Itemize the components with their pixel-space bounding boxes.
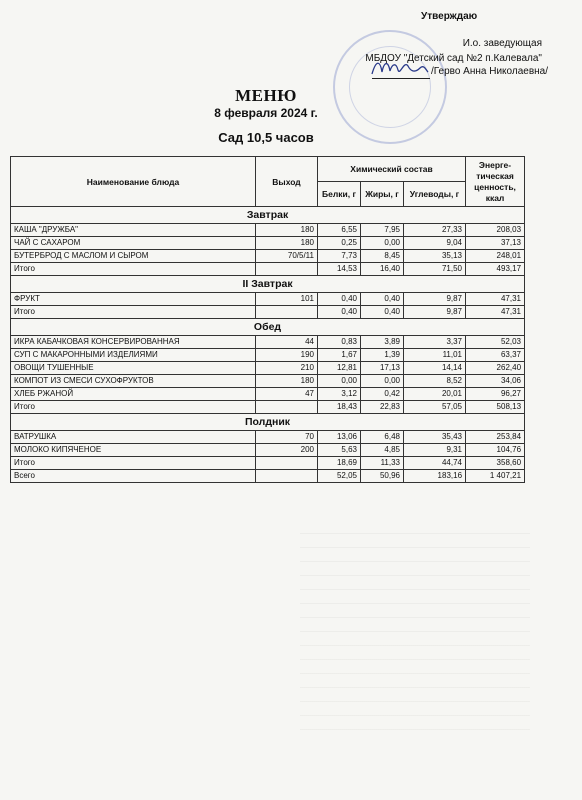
- approval-name: /Герво Анна Николаевна/: [430, 66, 548, 77]
- dish-name: Итого: [11, 306, 256, 319]
- dish-protein: 52,05: [318, 470, 361, 483]
- dish-protein: 1,67: [318, 349, 361, 362]
- section-row: [11, 414, 525, 431]
- dish-energy: 104,76: [466, 444, 525, 457]
- dish-energy: 47,31: [466, 306, 525, 319]
- dish-protein: 12,81: [318, 362, 361, 375]
- dish-protein: 3,12: [318, 388, 361, 401]
- dish-carbs: 3,37: [404, 336, 466, 349]
- dish-energy: 253,84: [466, 431, 525, 444]
- table-row: [11, 349, 525, 362]
- dish-name: ЧАЙ С САХАРОМ: [11, 237, 256, 250]
- dish-name: ОВОЩИ ТУШЕННЫЕ: [11, 362, 256, 375]
- table-row: [11, 457, 525, 470]
- dish-fat: 0,00: [361, 237, 404, 250]
- page-title: МЕНЮ: [235, 86, 297, 105]
- dish-fat: 4,85: [361, 444, 404, 457]
- dish-protein: 14,53: [318, 263, 361, 276]
- dish-energy: 508,13: [466, 401, 525, 414]
- dish-protein: 0,40: [318, 306, 361, 319]
- dish-fat: 0,00: [361, 375, 404, 388]
- dish-energy: 34,06: [466, 375, 525, 388]
- table-row: [11, 336, 525, 349]
- dish-name: КАША "ДРУЖБА": [11, 224, 256, 237]
- dish-protein: 0,25: [318, 237, 361, 250]
- dish-fat: 0,40: [361, 293, 404, 306]
- dish-name: СУП С МАКАРОННЫМИ ИЗДЕЛИЯМИ: [11, 349, 256, 362]
- dish-fat: 22,83: [361, 401, 404, 414]
- dish-yield: 190: [256, 349, 318, 362]
- dish-yield: [256, 470, 318, 483]
- header-dish: Наименование блюда: [11, 157, 256, 207]
- dish-carbs: 57,05: [404, 401, 466, 414]
- dish-yield: 210: [256, 362, 318, 375]
- table-row: [11, 306, 525, 319]
- dish-fat: 17,13: [361, 362, 404, 375]
- dish-energy: 52,03: [466, 336, 525, 349]
- dish-yield: 200: [256, 444, 318, 457]
- dish-energy: 208,03: [466, 224, 525, 237]
- dish-name: МОЛОКО КИПЯЧЕНОЕ: [11, 444, 256, 457]
- dish-carbs: 9,87: [404, 293, 466, 306]
- dish-yield: [256, 263, 318, 276]
- dish-energy: 493,17: [466, 263, 525, 276]
- dish-name: КОМПОТ ИЗ СМЕСИ СУХОФРУКТОВ: [11, 375, 256, 388]
- dish-carbs: 35,13: [404, 250, 466, 263]
- dish-carbs: 35,43: [404, 431, 466, 444]
- dish-yield: [256, 306, 318, 319]
- dish-fat: 7,95: [361, 224, 404, 237]
- dish-carbs: 14,14: [404, 362, 466, 375]
- section-title: II Завтрак: [11, 276, 525, 293]
- section-row: [11, 207, 525, 224]
- dish-yield: 180: [256, 375, 318, 388]
- dish-name: ИКРА КАБАЧКОВАЯ КОНСЕРВИРОВАННАЯ: [11, 336, 256, 349]
- dish-carbs: 9,87: [404, 306, 466, 319]
- dish-name: ВАТРУШКА: [11, 431, 256, 444]
- table-row: [11, 237, 525, 250]
- header-chem: Химический состав: [318, 157, 466, 182]
- section-row: [11, 276, 525, 293]
- dish-name: Итого: [11, 457, 256, 470]
- dish-protein: 7,73: [318, 250, 361, 263]
- dish-yield: 70: [256, 431, 318, 444]
- table-row: [11, 401, 525, 414]
- dish-name: Всего: [11, 470, 256, 483]
- dish-fat: 16,40: [361, 263, 404, 276]
- table-row: [11, 431, 525, 444]
- dish-yield: 101: [256, 293, 318, 306]
- menu-subtitle: Сад 10,5 часов: [218, 130, 314, 145]
- dish-protein: 0,40: [318, 293, 361, 306]
- table-row: [11, 362, 525, 375]
- header-yield: Выход: [256, 157, 318, 207]
- dish-protein: 0,83: [318, 336, 361, 349]
- header-carbs: Углеводы, г: [404, 182, 466, 207]
- dish-energy: 96,27: [466, 388, 525, 401]
- dish-fat: 3,89: [361, 336, 404, 349]
- dish-carbs: 44,74: [404, 457, 466, 470]
- table-row: [11, 263, 525, 276]
- header-protein: Белки, г: [318, 182, 361, 207]
- dish-fat: 11,33: [361, 457, 404, 470]
- menu-table: [10, 156, 525, 483]
- dish-name: Итого: [11, 263, 256, 276]
- dish-yield: 70/5/11: [256, 250, 318, 263]
- table-row: [11, 224, 525, 237]
- table-row: [11, 388, 525, 401]
- table-row: [11, 444, 525, 457]
- header-fat: Жиры, г: [361, 182, 404, 207]
- menu-table-body: [11, 207, 525, 483]
- dish-carbs: 183,16: [404, 470, 466, 483]
- dish-protein: 0,00: [318, 375, 361, 388]
- dish-energy: 358,60: [466, 457, 525, 470]
- dish-name: ФРУКТ: [11, 293, 256, 306]
- dish-energy: 1 407,21: [466, 470, 525, 483]
- dish-carbs: 27,33: [404, 224, 466, 237]
- approval-role: И.о. заведующая: [462, 38, 542, 49]
- dish-yield: 44: [256, 336, 318, 349]
- table-row: [11, 375, 525, 388]
- dish-carbs: 11,01: [404, 349, 466, 362]
- dish-yield: 180: [256, 224, 318, 237]
- table-row: [11, 250, 525, 263]
- dish-carbs: 9,04: [404, 237, 466, 250]
- section-row: [11, 319, 525, 336]
- bleed-through-texture: [300, 520, 530, 730]
- dish-protein: 18,69: [318, 457, 361, 470]
- approval-org: МБДОУ "Детский сад №2 п.Калевала": [365, 53, 542, 64]
- dish-energy: 262,40: [466, 362, 525, 375]
- dish-name: Итого: [11, 401, 256, 414]
- table-row: [11, 293, 525, 306]
- section-title: Обед: [11, 319, 525, 336]
- header-energy: Энерге-тическая ценность, ккал: [466, 157, 525, 207]
- signature-line: [372, 78, 430, 79]
- dish-fat: 6,48: [361, 431, 404, 444]
- dish-yield: 180: [256, 237, 318, 250]
- dish-yield: 47: [256, 388, 318, 401]
- dish-fat: 50,96: [361, 470, 404, 483]
- dish-yield: [256, 401, 318, 414]
- dish-fat: 0,40: [361, 306, 404, 319]
- dish-protein: 5,63: [318, 444, 361, 457]
- dish-fat: 8,45: [361, 250, 404, 263]
- menu-date: 8 февраля 2024 г.: [214, 106, 318, 120]
- section-title: Завтрак: [11, 207, 525, 224]
- dish-energy: 37,13: [466, 237, 525, 250]
- dish-fat: 1,39: [361, 349, 404, 362]
- dish-name: ХЛЕБ РЖАНОЙ: [11, 388, 256, 401]
- approval-heading: Утверждаю: [421, 11, 478, 22]
- dish-energy: 63,37: [466, 349, 525, 362]
- dish-name: БУТЕРБРОД С МАСЛОМ И СЫРОМ: [11, 250, 256, 263]
- dish-protein: 18,43: [318, 401, 361, 414]
- dish-yield: [256, 457, 318, 470]
- dish-protein: 6,55: [318, 224, 361, 237]
- dish-fat: 0,42: [361, 388, 404, 401]
- section-title: Полдник: [11, 414, 525, 431]
- dish-protein: 13,06: [318, 431, 361, 444]
- dish-energy: 47,31: [466, 293, 525, 306]
- dish-energy: 248,01: [466, 250, 525, 263]
- dish-carbs: 20,01: [404, 388, 466, 401]
- dish-carbs: 9,31: [404, 444, 466, 457]
- total-row: [11, 470, 525, 483]
- dish-carbs: 8,52: [404, 375, 466, 388]
- dish-carbs: 71,50: [404, 263, 466, 276]
